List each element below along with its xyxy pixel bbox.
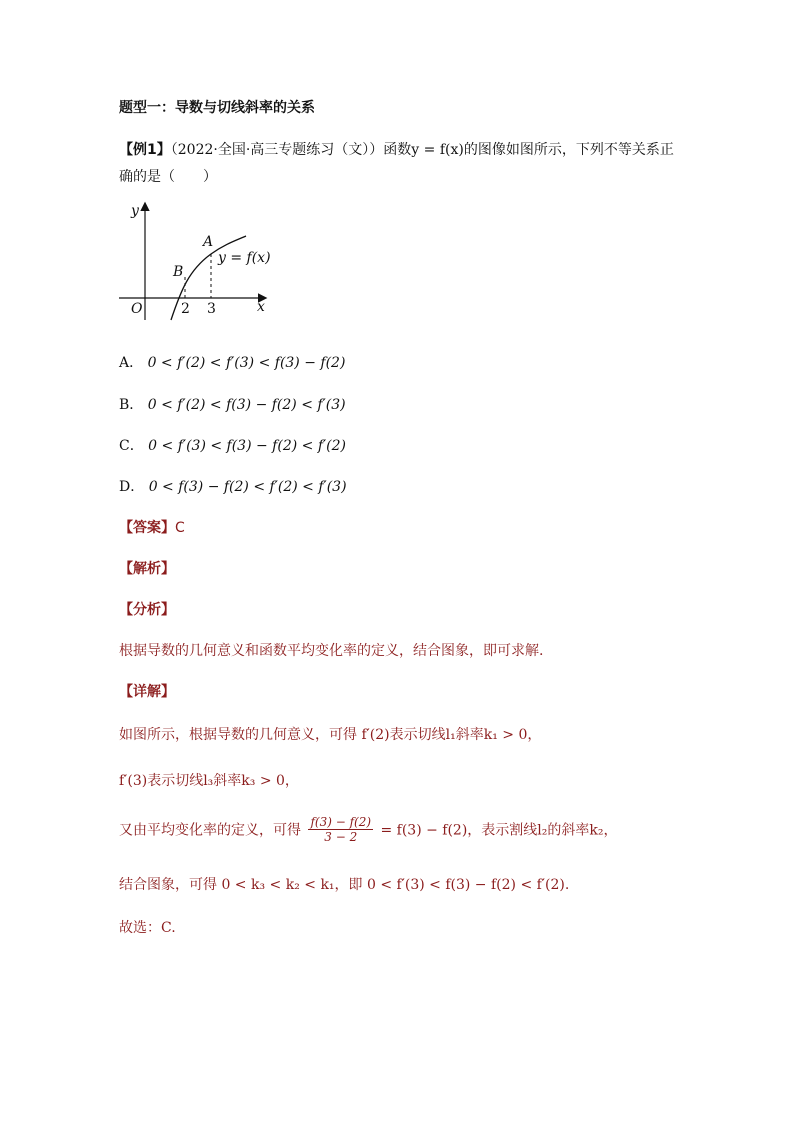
point-a-label: A (203, 234, 214, 250)
fenxi-text: 根据导数的几何意义和函数平均变化率的定义，结合图象，即可求解. (119, 643, 544, 659)
avg-rate-fraction (308, 815, 373, 844)
option-b (119, 394, 346, 414)
origin-label: O (131, 301, 143, 317)
axis-y-label: y (131, 203, 139, 219)
question-source-stem: （2022·全国·高三专题练习（文））函数y = f(x)的图像如图所示，下列不等关系正 (170, 142, 674, 158)
option-letter: C． (119, 438, 144, 454)
question-stem-cont: 确的是（ ） (119, 169, 217, 185)
detail-line-3 (119, 815, 618, 844)
jiexi-label: 【解析】 (119, 561, 175, 577)
detail-line-1: 如图所示，根据导数的几何意义，可得 f′(2)表示切线l₁斜率k₁ > 0， (119, 727, 542, 743)
option-text: 0 < f(3) − f(2) < f′(2) < f′(3) (148, 479, 347, 495)
detail-line-2: f′(3)表示切线l₃斜率k₃ > 0， (119, 773, 299, 789)
option-letter: A． (119, 355, 144, 371)
option-d (119, 476, 347, 496)
fenxi-label: 【分析】 (119, 602, 175, 618)
option-a (119, 352, 345, 372)
question-stem (119, 139, 674, 159)
line3-prefix: 又由平均变化率的定义，可得 (119, 822, 301, 839)
answer-value: C (175, 520, 185, 536)
function-graph (115, 198, 285, 323)
fraction-numerator: f(3) − f(2) (310, 815, 372, 829)
tick-2-label: 2 (181, 301, 190, 317)
question-label: 【例1】 (119, 142, 171, 158)
conclusion: 故选：C. (119, 920, 176, 936)
xiangjie-label: 【详解】 (119, 684, 175, 700)
option-letter: B． (119, 397, 144, 413)
point-b-label: B (173, 264, 184, 280)
option-text: 0 < f′(2) < f(3) − f(2) < f′(3) (147, 397, 346, 413)
option-letter: D． (119, 479, 145, 495)
option-text: 0 < f′(2) < f′(3) < f(3) − f(2) (147, 355, 346, 371)
fraction-denominator: 3 − 2 (324, 830, 358, 844)
option-text: 0 < f′(3) < f(3) − f(2) < f′(2) (148, 438, 347, 454)
line3-suffix: = f(3) − f(2)，表示割线l₂的斜率k₂， (380, 822, 618, 839)
detail-line-4: 结合图象，可得 0 < k₃ < k₂ < k₁，即 0 < f′(3) < f(3) − f(2) < f′(2). (119, 877, 570, 893)
tick-3-label: 3 (207, 301, 216, 317)
option-c (119, 435, 346, 455)
axis-x-label: x (257, 299, 265, 315)
curve-label: y = f(x) (218, 250, 271, 266)
section-title: 题型一：导数与切线斜率的关系 (119, 100, 315, 116)
answer-line (119, 517, 185, 537)
answer-label: 【答案】 (119, 520, 175, 536)
